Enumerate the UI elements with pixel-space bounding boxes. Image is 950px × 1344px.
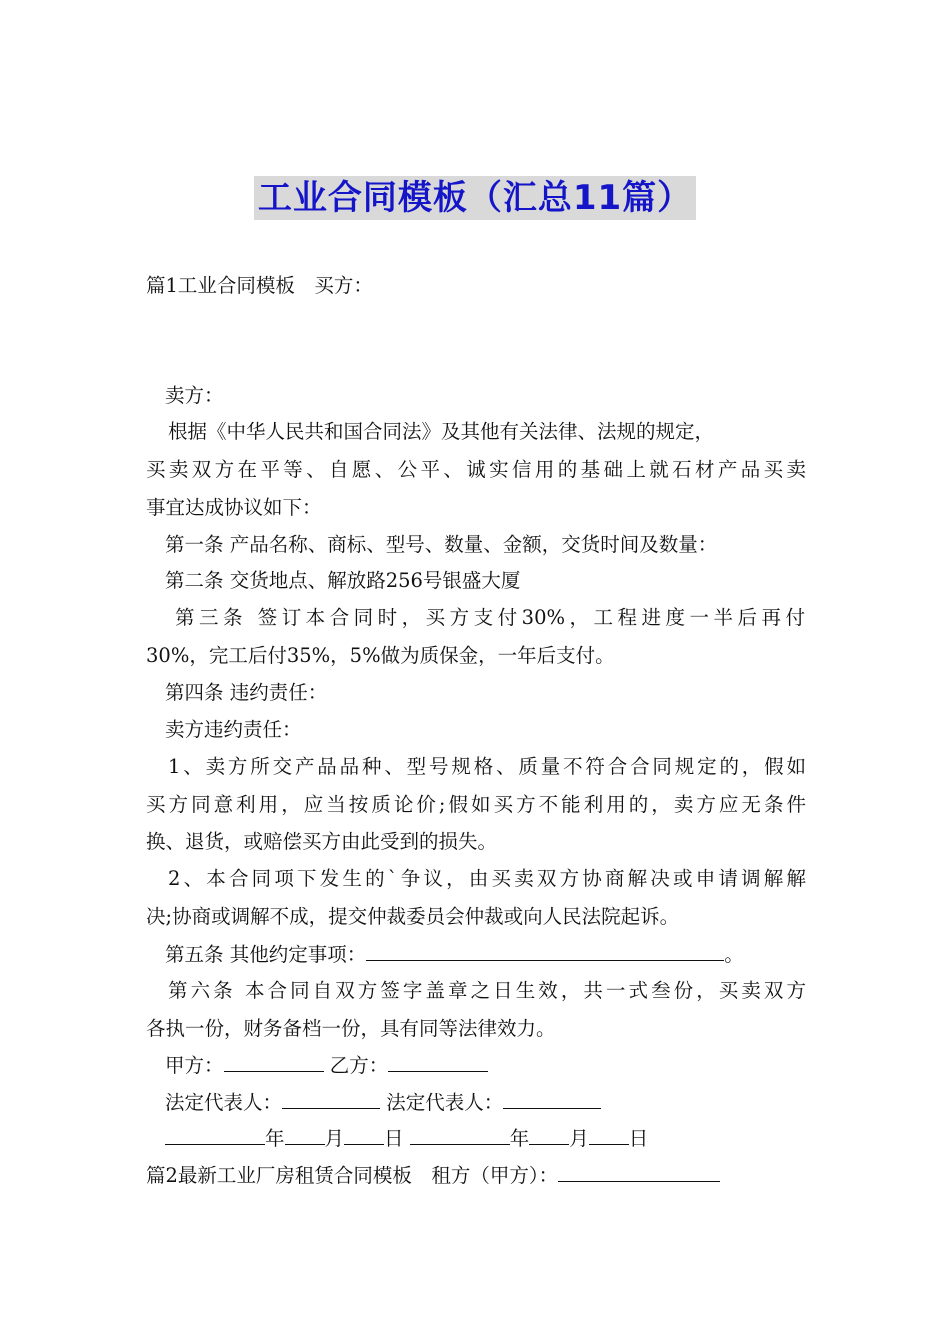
month-a-label: 月 — [324, 1127, 345, 1150]
paragraph-line: 买卖双方在平等、自愿、公平、诚实信用的基础上就石材产品买卖 — [146, 458, 806, 481]
article-3: 第三条 签订本合同时，买方支付30%，工程进度一半后再付 — [175, 606, 805, 629]
paragraph-line: 30%，完工后付35%，5%做为质保金，一年后支付。 — [146, 644, 615, 667]
seller-label: 卖方： — [165, 384, 224, 407]
lessor-blank[interactable] — [558, 1161, 720, 1182]
year-b-blank[interactable] — [410, 1124, 510, 1145]
party-signatures — [165, 1051, 488, 1080]
paragraph-line: 事宜达成协议如下： — [146, 496, 322, 519]
legal-rep-a-label: 法定代表人： — [165, 1091, 283, 1114]
month-b-blank[interactable] — [529, 1124, 569, 1145]
legal-rep-b-blank[interactable] — [503, 1088, 601, 1109]
paragraph-line: 买方同意利用，应当按质论价;假如买方不能利用的，卖方应无条件 — [146, 793, 806, 816]
day-b-blank[interactable] — [589, 1124, 629, 1145]
paragraph-line: 换、退货，或赔偿买方由此受到的损失。 — [146, 830, 498, 853]
paragraph-line: 根据《中华人民共和国合同法》及其他有关法律、法规的规定， — [168, 420, 715, 443]
date-line — [165, 1124, 648, 1153]
article-1: 第一条 产品名称、商标、型号、数量、金额，交货时间及数量： — [165, 533, 718, 556]
article-5-end: 。 — [724, 943, 744, 966]
day-a-blank[interactable] — [344, 1124, 384, 1145]
title-wrap — [0, 176, 950, 220]
article-5 — [165, 940, 744, 969]
paragraph-line: 决;协商或调解不成，提交仲裁委员会仲裁或向人民法院起诉。 — [146, 905, 680, 928]
section-2-title: 篇2最新工业厂房租赁合同模板 租方（甲方）： — [146, 1164, 559, 1187]
legal-rep-b-label: 法定代表人： — [386, 1091, 504, 1114]
day-b-label: 日 — [628, 1127, 649, 1150]
document-title: 工业合同模板（汇总11篇） — [254, 176, 696, 220]
month-b-label: 月 — [569, 1127, 589, 1150]
article-5-label: 第五条 其他约定事项： — [165, 943, 367, 966]
party-b-blank[interactable] — [388, 1051, 488, 1072]
year-b-label: 年 — [509, 1127, 530, 1150]
year-a-label: 年 — [265, 1127, 285, 1150]
clause-2: 2、本合同项下发生的`争议，由买卖双方协商解决或申请调解解 — [168, 867, 806, 890]
year-a-blank[interactable] — [165, 1124, 265, 1145]
article-6: 第六条 本合同自双方签字盖章之日生效，共一式叁份，买卖双方 — [168, 979, 806, 1002]
party-a-blank[interactable] — [224, 1051, 324, 1072]
party-b-label: 乙方： — [329, 1054, 389, 1077]
month-a-blank[interactable] — [285, 1124, 325, 1145]
day-a-label: 日 — [384, 1127, 404, 1150]
blank-field[interactable] — [366, 940, 724, 961]
section-2-heading — [146, 1161, 720, 1190]
clause-1: 1、卖方所交产品品种、型号规格、质量不符合合同规定的，假如 — [168, 755, 806, 778]
article-2: 第二条 交货地点、解放路256号银盛大厦 — [165, 569, 521, 592]
legal-rep-a-blank[interactable] — [282, 1088, 380, 1109]
party-a-label: 甲方： — [165, 1054, 224, 1077]
seller-liability: 卖方违约责任： — [165, 718, 302, 741]
legal-representatives — [165, 1088, 601, 1117]
paragraph-line: 各执一份，财务备档一份，具有同等法律效力。 — [146, 1017, 556, 1040]
article-4: 第四条 违约责任： — [165, 681, 328, 704]
section-1-heading: 篇1工业合同模板 买方： — [146, 274, 373, 297]
